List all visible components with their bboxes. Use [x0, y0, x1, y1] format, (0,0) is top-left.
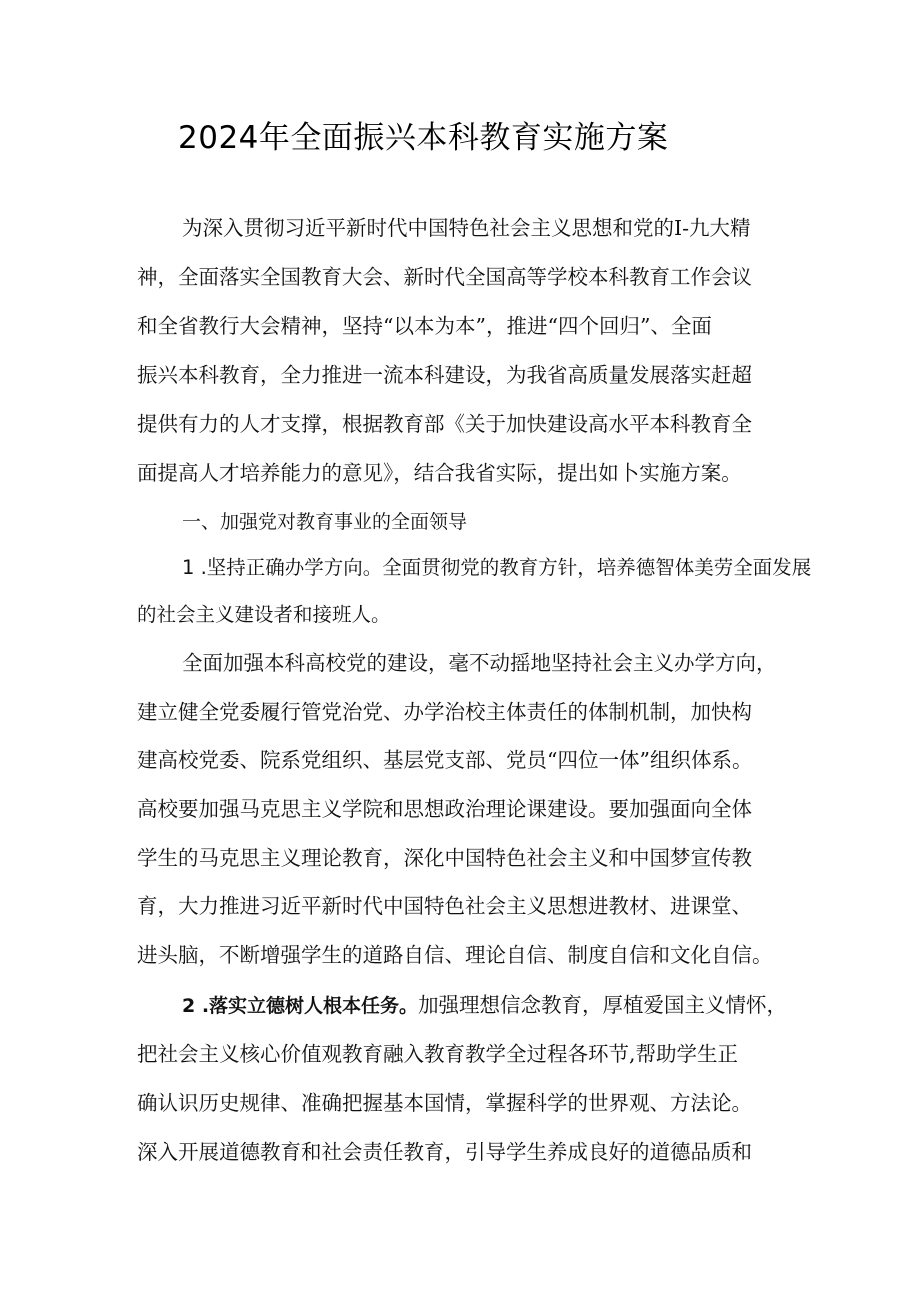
document-title: 2024年全面振兴本科教育实施方案 [178, 120, 669, 156]
paragraph-line: 全面加强本科高校党的建设，毫不动摇地坚持社会主义办学方向， [182, 651, 777, 675]
paragraph-line: 建高校党委、院系党组织、基层党支部、党员“四位一体”组织体系。 [137, 748, 753, 772]
intro-line: 和全省教行大会精神，坚持“以本为本”，推进“四个回归”、全面 [137, 314, 712, 338]
paragraph-line: 育，大力推进习近平新时代中国特色社会主义思想进教材、进课堂、 [137, 894, 752, 918]
item-1-line: 的社会主义建设者和接班人。 [137, 603, 391, 626]
paragraph-line: 进头脑，不断增强学生的道路自信、理论自信、制度自信和文化自信。 [137, 943, 773, 967]
paragraph-line: 深入开展道德教育和社会责任教育，引导学生养成良好的道德品质和 [137, 1140, 752, 1164]
paragraph-line: 把社会主义核心价值观教育融入教育教学全过程各环节,帮助学生正 [137, 1042, 739, 1066]
intro-line: 面提高人才培养能力的意见》，结合我省实际，提出如卜实施方案。 [137, 461, 742, 485]
section-heading: 一、加强党对教育事业的全面领导 [182, 511, 468, 533]
paragraph-line: 建立健全党委履行管党治党、办学治校主体责任的体制机制，加快构 [137, 700, 752, 724]
item-1-line: 1 .坚持正确办学方向。全面贯彻党的教育方针，培养德智体美劳全面发展 [182, 556, 812, 579]
item-2-rest: 加强理想信念教育，厚植爱国主义情怀， [418, 993, 788, 1017]
paragraph-line: 学生的马克思主义理论教育，深化中国特色社会主义和中国梦宣传教 [137, 846, 752, 870]
intro-line: 为深入贯彻习近平新时代中国特色社会主义思想和党的I-九大精 [182, 216, 751, 240]
item-2-lead: 2 .落实立德树人根本任务。 [182, 995, 419, 1017]
paragraph-line: 确认识历史规律、准确把握基本国情，掌握科学的世界观、方法论。 [137, 1091, 752, 1115]
intro-line: 提供有力的人才支撑，根据教育部《关于加快建设高水平本科教育全 [137, 412, 752, 436]
paragraph-line: 高校要加强马克思主义学院和思想政治理论课建设。要加强面向全体 [137, 797, 752, 821]
item-2-line [182, 990, 787, 1021]
intro-line: 神，全面落实全国教育大会、新时代全国高等学校本科教育工作会议 [137, 265, 752, 289]
intro-line: 振兴本科教育，全力推进一流本科建设，为我省高质量发展落实赶超 [137, 363, 752, 387]
